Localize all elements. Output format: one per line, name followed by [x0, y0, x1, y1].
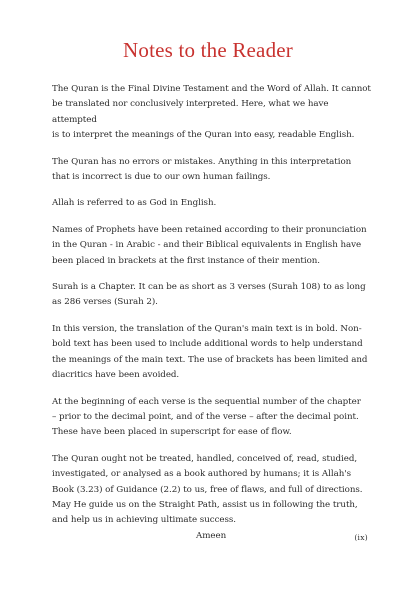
paragraph-final-testament: The Quran is the Final Divine Testament and the Word of Allah. It cannot be translated nor conclusively interpreted. Here, what we have attempted is to interpret the meanings of the Quran into easy, readable English. — [52, 84, 371, 141]
page-number: (ix) — [354, 533, 368, 542]
paragraph-verse-numbering: At the beginning of each verse is the sequential number of the chapter – prior to the decimal point, and of the verse – after the decimal point. These have been placed in superscript for ease of flow. — [52, 396, 361, 438]
page-title: Notes to the Reader — [123, 38, 293, 62]
paragraph-prophet-names: Names of Prophets have been retained according to their pronunciation in the Quran - in Arabic - and their Biblical equivalents in English have been placed in brackets at the first instance of their mention. — [52, 224, 367, 266]
paragraph-bold-text: In this version, the translation of the Quran's main text is in bold. Non- bold text has been used to include additional words to help understand the meanings of the main text. The use of brackets has been limited and diacritics have been avoided. — [52, 323, 368, 381]
paragraph-no-errors: The Quran has no errors or mistakes. Anything in this interpretation that is incorrect is due to our own human failings. — [52, 156, 352, 183]
paragraph-book-of-guidance: The Quran ought not be treated, handled, conceived of, read, studied, investigated, or analysed as a book authored by humans; it is Allah's Book (3.23) of Guidance (2.2) to us, free of flaws, and full of directions. May He guide us on the Straight Path, assist us in following the truth, and help us in achieving ultimate success. — [52, 453, 363, 526]
closing-ameen: Ameen — [196, 530, 227, 541]
paragraph-allah-god: Allah is referred to as God in English. — [52, 198, 217, 209]
notes-body — [52, 82, 372, 555]
paragraph-surah-chapter: Surah is a Chapter. It can be as short as 3 verses (Surah 108) to as long as 286 verses (Surah 2). — [52, 282, 366, 308]
